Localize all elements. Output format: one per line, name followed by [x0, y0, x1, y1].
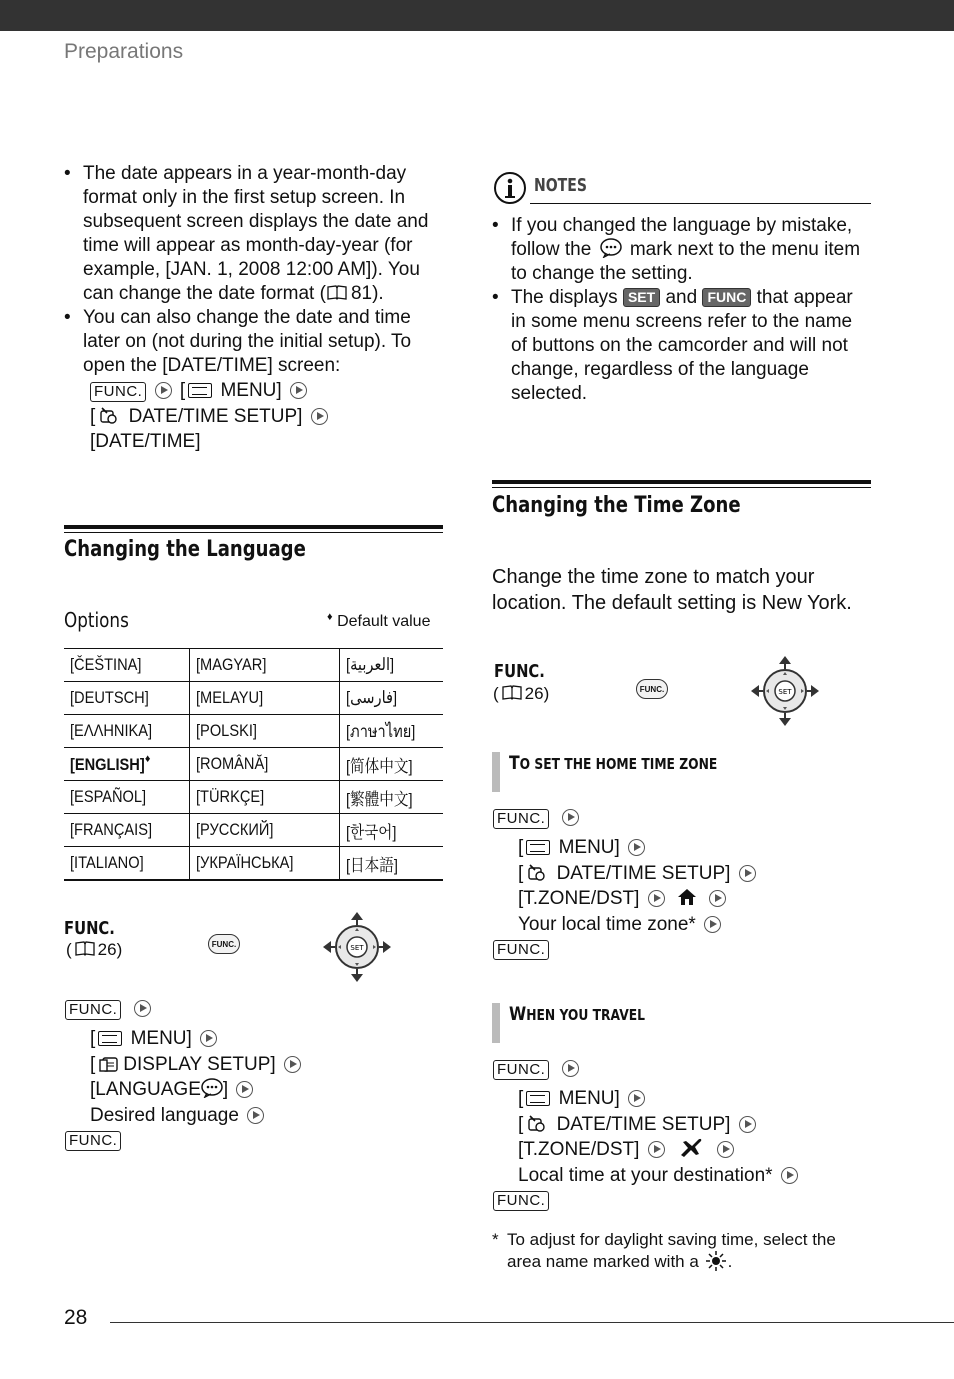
arrow-icon [704, 916, 721, 933]
language-option: [POLSKI] [196, 721, 258, 740]
travel-step-start [493, 1060, 582, 1080]
note-item [492, 286, 872, 406]
bullet-date-format [64, 162, 449, 306]
language-option: [УКРАЇНСЬКА] [196, 853, 294, 872]
top-bar [0, 0, 954, 31]
func-button-icon: FUNC. [208, 934, 240, 954]
func-button-label: FUNC. [493, 1191, 549, 1211]
language-option: [ITALIANO] [70, 853, 144, 872]
arrow-icon [155, 382, 172, 399]
arrow-icon [247, 1107, 264, 1124]
book-icon [75, 941, 95, 956]
subhead-bar [492, 1003, 500, 1043]
menu-label: MENU] [558, 837, 620, 858]
heading-rule [64, 532, 443, 533]
menu-icon [98, 1031, 122, 1046]
date-time-label: [DATE/TIME] [90, 431, 201, 452]
default-value-label: Default value [337, 613, 431, 630]
func-button-icon: FUNC. [636, 679, 668, 699]
language-label: [LANGUAGE [90, 1079, 201, 1100]
display-setup-label: DISPLAY SETUP] [123, 1053, 276, 1075]
arrow-icon [562, 1060, 579, 1077]
func-button-label: FUNC. [65, 1000, 121, 1020]
desired-language-label: Desired language [90, 1104, 239, 1126]
language-option: [日本語] [345, 855, 398, 875]
menu-icon [526, 840, 550, 855]
local-timezone-label: Your local time zone* [518, 913, 696, 935]
footnote [492, 1229, 872, 1273]
travel-heading [509, 1003, 645, 1025]
footnote-star: * [492, 1230, 499, 1249]
language-option: [DEUTSCH] [70, 688, 149, 707]
func-page-ref: ( 26) [66, 940, 123, 959]
language-option: [ROMÂNĂ] [196, 754, 269, 773]
arrow-icon [311, 408, 328, 425]
arrow-icon [628, 1090, 645, 1107]
func-button-label: FUNC. [90, 382, 146, 402]
table-row [64, 847, 443, 881]
heading-rule [64, 525, 443, 529]
note-text: and [665, 287, 698, 308]
arrow-icon [134, 1000, 151, 1017]
date-time-setup-label: DATE/TIME SETUP] [556, 862, 731, 884]
subhead-rest: HEN YOU TRAVEL [526, 1006, 645, 1024]
wrench-setup-icon [527, 864, 547, 882]
arrow-icon [739, 1116, 756, 1133]
options-label: Options [64, 608, 129, 632]
table-row [64, 748, 443, 781]
language-option: [繁體中文] [345, 789, 413, 809]
heading-rule [492, 480, 871, 484]
func-mode-label: FUNC. [64, 918, 115, 939]
arrow-icon [781, 1167, 798, 1184]
notes-label: NOTES [534, 175, 587, 196]
language-option: [فارسی] [345, 688, 397, 707]
date-time-setup-label: DATE/TIME SETUP] [556, 1113, 731, 1135]
arrow-icon [284, 1056, 301, 1073]
table-row [64, 649, 443, 682]
arrow-icon [562, 809, 579, 826]
func-button-label: FUNC. [493, 940, 549, 960]
menu-label: MENU] [220, 380, 282, 401]
table-row [64, 781, 443, 814]
bullet-text: You can also change the date and time later on (not during the initial setup). To open the [DATE/TIME] screen: [83, 307, 412, 376]
arrow-icon [628, 839, 645, 856]
table-row [64, 814, 443, 847]
bullet-text: The date appears in a year-month-day format only in the first setup screen. In subsequent screen displays the date and time will appear as month-day-year (for example, [JAN. 1, 2008 12:00 AM]). You can change the date format ( [83, 163, 429, 304]
tzone-label: [T.ZONE/DST] [518, 1139, 640, 1160]
language-option: [ESPAÑOL] [70, 787, 147, 806]
home-icon [677, 888, 697, 906]
language-option-default: [ENGLISH] [70, 755, 145, 774]
menu-label: MENU] [558, 1088, 620, 1109]
subhead-initial: T [509, 752, 520, 774]
joystick-icon [322, 911, 392, 983]
page-ref: 26) [524, 684, 550, 703]
book-icon [327, 285, 347, 300]
subhead-initial: W [509, 1003, 527, 1025]
language-option: [ΕΛΛΗΝΙΚΑ] [70, 721, 153, 740]
wrench-setup-icon [99, 407, 119, 425]
menu-icon [188, 383, 212, 398]
func-button-icon: FUNC [702, 288, 751, 307]
notes-list [492, 214, 872, 406]
notes-rule [530, 203, 871, 204]
timezone-intro: Change the time zone to match your location. The default setting is New York. [492, 566, 852, 614]
note-item [492, 214, 872, 286]
book-icon [502, 685, 522, 700]
arrow-icon [648, 890, 665, 907]
home-timezone-heading [509, 752, 717, 774]
arrow-icon [739, 865, 756, 882]
language-option: [РУССКИЙ] [196, 820, 274, 839]
airplane-icon [679, 1138, 703, 1158]
table-row [64, 715, 443, 748]
bullet-change-date [64, 306, 449, 378]
tzone-label: [T.ZONE/DST] [518, 888, 640, 909]
footnote-text: To adjust for daylight saving time, select the area name marked with a [507, 1230, 836, 1271]
home-step-start [493, 809, 582, 829]
sun-icon [706, 1251, 726, 1271]
footnote-text: . [727, 1252, 733, 1271]
lang-step-start [65, 1000, 154, 1020]
joystick-icon [750, 655, 820, 727]
page-ref: 81). [350, 283, 384, 304]
info-icon [493, 171, 527, 205]
language-table [64, 648, 443, 881]
arrow-icon [709, 890, 726, 907]
footer-rule [110, 1322, 954, 1323]
diamond-icon: ♦ [327, 611, 333, 623]
subhead-rest: O SET THE HOME TIME ZONE [519, 755, 718, 773]
svg-text:SET: SET [778, 688, 792, 696]
language-option: [FRANÇAIS] [70, 820, 153, 839]
arrow-icon [717, 1141, 734, 1158]
set-button-icon: SET [623, 288, 660, 307]
lang-steps: [ MENU] [ DISPLAY SETUP] [LANGUAGE ] Desired language [90, 1026, 304, 1128]
date-steps: FUNC. [ MENU] [ DATE/TIME SETUP] [DATE/TIME] [90, 378, 331, 455]
note-text: mark next to the menu item to change the setting. [511, 239, 861, 284]
func-button-label: FUNC. [493, 809, 549, 829]
svg-text:SET: SET [350, 944, 364, 952]
heading-rule [492, 487, 871, 488]
arrow-icon [200, 1030, 217, 1047]
arrow-icon [648, 1141, 665, 1158]
section-label: Preparations [64, 40, 184, 63]
arrow-icon [290, 382, 307, 399]
date-time-setup-label: DATE/TIME SETUP] [128, 405, 303, 427]
left-bullets [64, 162, 449, 378]
diamond-icon: ♦ [144, 753, 151, 765]
language-option: [ČEŠTINA] [70, 655, 142, 674]
func-mode-label: FUNC. [494, 661, 545, 682]
arrow-icon [236, 1081, 253, 1098]
page-number: 28 [64, 1306, 88, 1329]
menu-icon [526, 1091, 550, 1106]
language-option: [简体中文] [345, 756, 413, 776]
menu-label: MENU] [130, 1028, 192, 1049]
timezone-heading: Changing the Time Zone [492, 493, 741, 518]
destination-time-label: Local time at your destination* [518, 1164, 773, 1186]
wrench-setup-icon [527, 1115, 547, 1133]
func-button-label: FUNC. [493, 1060, 549, 1080]
subhead-bar [492, 752, 500, 792]
home-steps: [ MENU] [ DATE/TIME SETUP] [T.ZONE/DST] Your local time zone* [518, 835, 759, 937]
func-button-label: FUNC. [65, 1131, 121, 1151]
table-row [64, 682, 443, 715]
language-option: [한국어] [345, 822, 397, 842]
language-option: [ภาษาไทย] [345, 721, 416, 741]
language-option: [TÜRKÇE] [196, 787, 265, 806]
language-option: [العربية] [345, 655, 394, 674]
func-page-ref: ( 26) [493, 684, 550, 703]
speech-bubble-icon [201, 1078, 223, 1098]
default-value-legend [327, 611, 430, 631]
language-option: [MELAYU] [196, 688, 264, 707]
note-text: that appear in some menu screens refer to the name of buttons on the camcorder and will not change, regardless of the language selected. [511, 287, 853, 404]
page-ref: 26) [97, 940, 123, 959]
language-option: [MAGYAR] [196, 655, 267, 674]
note-text: The displays [511, 287, 618, 308]
display-setup-icon [99, 1055, 119, 1073]
note-text: If you changed the language by mistake, follow the [511, 215, 853, 260]
travel-steps: [ MENU] [ DATE/TIME SETUP] [T.ZONE/DST] Local time at your destination* [518, 1086, 801, 1188]
language-heading: Changing the Language [64, 537, 306, 562]
speech-bubble-icon [600, 238, 622, 258]
